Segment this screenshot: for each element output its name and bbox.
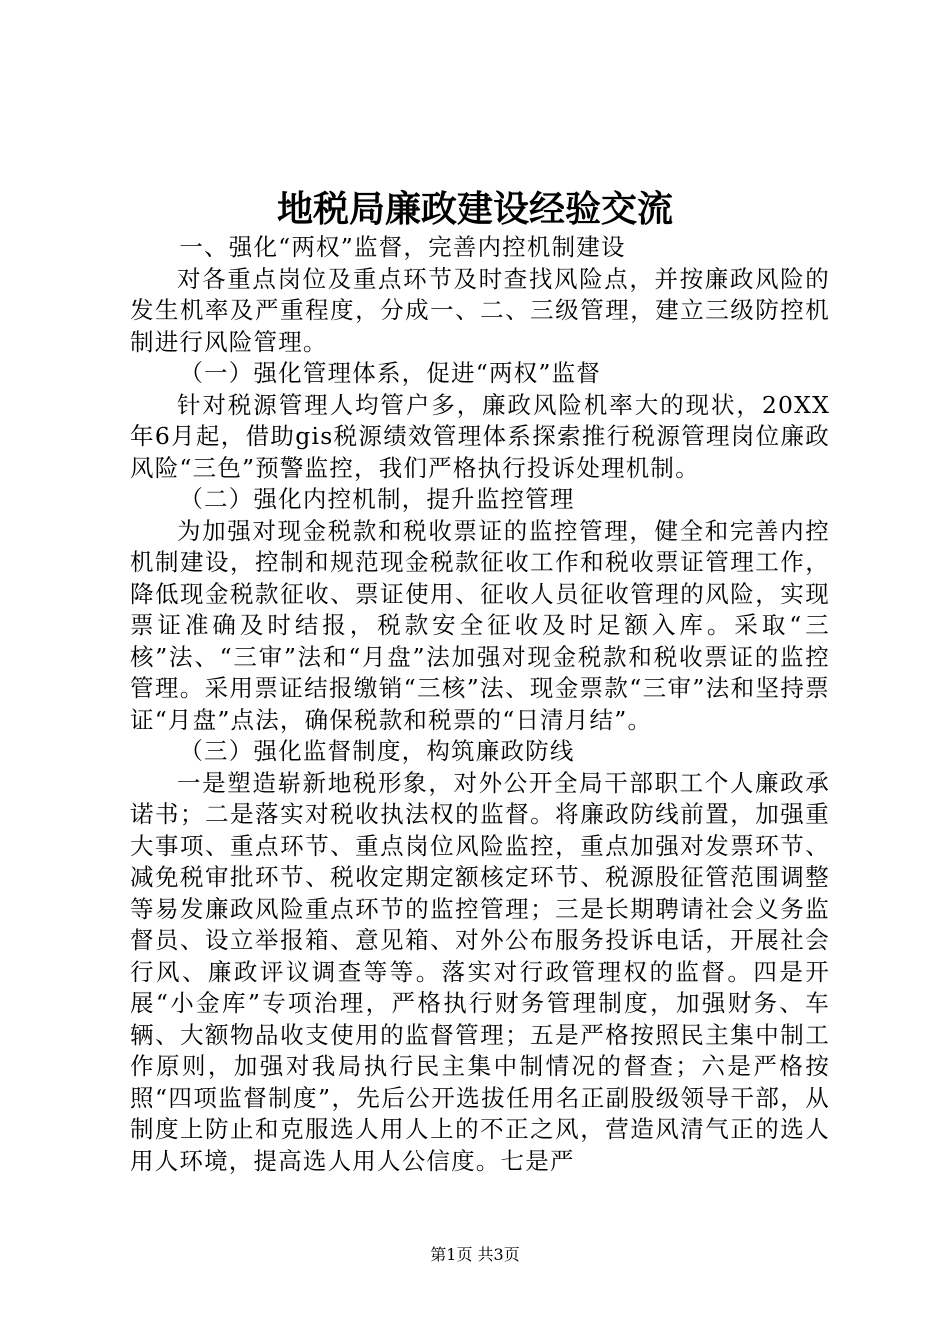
- subsection-heading-1: （一）强化管理体系，促进“两权”监督: [179, 359, 601, 387]
- document-body: [130, 232, 830, 1177]
- subsection-heading-2: （二）强化内控机制，提升监控管理: [179, 485, 575, 513]
- subsection-heading-3: （三）强化监督制度，构筑廉政防线: [179, 737, 575, 765]
- body-paragraph: 针对税源管理人均管户多，廉政风险机率大的现状，20XX年6月起，借助gis税源绩效管理体系探索推行税源管理岗位廉政风险“三色”预警监控，我们严格执行投诉处理机制。: [130, 390, 830, 482]
- body-paragraph: 为加强对现金税款和税收票证的监控管理，健全和完善内控机制建设，控制和规范现金税款征收工作和税收票证管理工作，降低现金税款征收、票证使用、征收人员征收管理的风险，实现票证准确及时结报，税款安全征收及时足额入库。采取“三核”法、“三审”法和“月盘”法加强对现金税款和税收票证的监控管理。采用票证结报缴销“三核”法、现金票款“三审”法和坚持票证“月盘”点法，确保税款和税票的“日清月结”。: [130, 516, 830, 734]
- body-paragraph: 一是塑造崭新地税形象，对外公开全局干部职工个人廉政承诺书；二是落实对税收执法权的监督。将廉政防线前置，加强重大事项、重点环节、重点岗位风险监控，重点加强对发票环节、减免税审批环节、税收定期定额核定环节、税源股征管范围调整等易发廉政风险重点环节的监控管理；三是长期聘请社会义务监督员、设立举报箱、意见箱、对外公布服务投诉电话，开展社会行风、廉政评议调查等等。落实对行政管理权的监督。四是开展“小金库”专项治理，严格执行财务管理制度，加强财务、车辆、大额物品收支使用的监督管理；五是严格按照民主集中制工作原则，加强对我局执行民主集中制情况的督查；六是严格按照“四项监督制度”，先后公开选拔任用名正副股级领导干部，从制度上防止和克服选人用人上的不正之风，营造风清气正的选人用人环境，提高选人用人公信度。七是严: [130, 768, 830, 1175]
- document-title: 地税局廉政建设经验交流: [276, 188, 673, 230]
- page-number: 第1页 共3页: [430, 1245, 520, 1264]
- body-paragraph: 对各重点岗位及重点环节及时查找风险点，并按廉政风险的发生机率及严重程度，分成一、二、三级管理，建立三级防控机制进行风险管理。: [130, 264, 830, 356]
- section-heading-1: 一、强化“两权”监督，完善内控机制建设: [179, 233, 626, 261]
